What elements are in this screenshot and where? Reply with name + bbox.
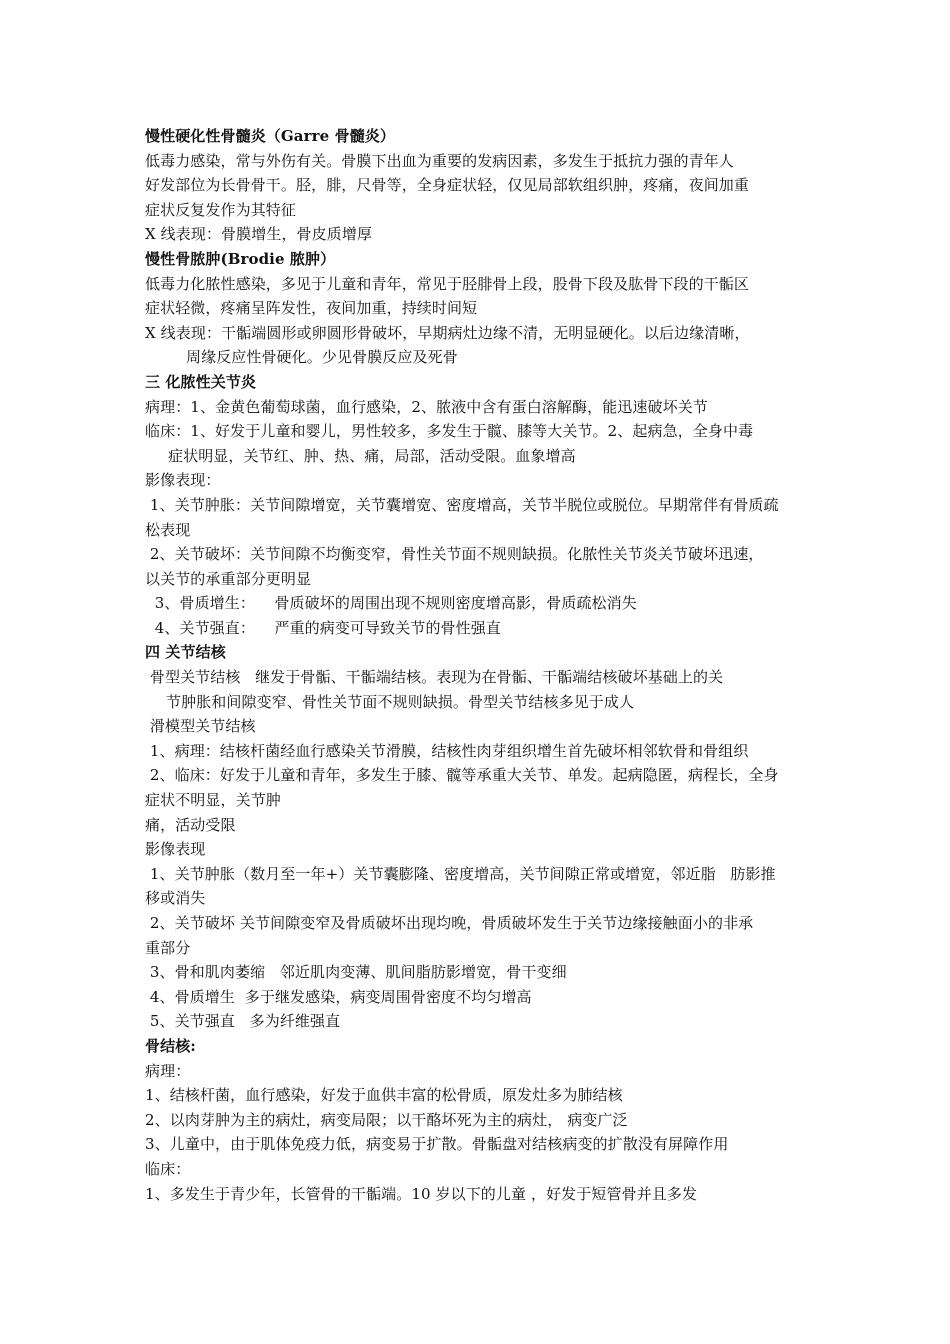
text-line: 病理： [145,1061,191,1080]
document-body [145,124,815,1206]
text-line: X 线表现：干骺端圆形或卵圆形骨破坏，早期病灶边缘不清，无明显硬化。以后边缘清晰， [145,323,750,342]
text-line: 以关节的承重部分更明显 [145,569,312,588]
text-line: 症状不明显，关节肿 [145,791,281,810]
text-line: 影像表现 [145,840,206,859]
text-line: 临床：1、好发于儿童和婴儿，男性较多，多发生于髋、膝等大关节。2、起病急，全身中毒 [145,422,754,441]
text-line: 临床： [145,1159,191,1178]
text-line: 周缘反应性骨硬化。少见骨膜反应及死骨 [186,348,458,367]
text-line: 滑模型关节结核 [145,717,256,736]
text-line: 病理：1、金黄色葡萄球菌，血行感染，2、脓液中含有蛋白溶解酶，能迅速破坏关节 [145,397,708,416]
text-line: 1、病理：结核杆菌经血行感染关节滑膜，结核性肉芽组织增生首先破坏相邻软骨和骨组织 [145,741,749,760]
text-line: 2、以肉芽肿为主的病灶，病变局限；以干酪坏死为主的病灶， 病变广泛 [145,1110,628,1129]
text-line: 痛，活动受限 [145,815,236,834]
section-heading: 慢性硬化性骨髓炎（Garre 骨髓炎） [145,127,396,145]
text-line: 症状明显，关节红、肿、热、痛，局部，活动受限。血象增高 [168,446,576,465]
text-line: 1、关节肿胀：关节间隙增宽，关节囊增宽、密度增高，关节半脱位或脱位。早期常伴有骨质疏 [145,495,779,514]
text-line: 1、关节肿胀（数月至一年+）关节囊膨隆、密度增高，关节间隙正常或增宽，邻近脂 肪影推 [145,864,776,883]
text-line: 2、关节破坏：关节间隙不均衡变窄，骨性关节面不规则缺损。化脓性关节炎关节破坏迅速， [145,545,764,564]
text-line: 3、儿童中，由于肌体免疫力低，病变易于扩散。骨骺盘对结核病变的扩散没有屏障作用 [145,1135,729,1154]
text-line: 3、骨质增生： 骨质破坏的周围出现不规则密度增高影，骨质疏松消失 [145,594,637,613]
text-line: 4、关节强直： 严重的病变可导致关节的骨性强直 [145,618,501,637]
text-line: 3、骨和肌肉萎缩 邻近肌肉变薄、肌间脂肪影增宽，骨干变细 [145,963,567,982]
text-line: 重部分 [145,938,191,957]
text-line: 症状反复发作为其特征 [145,200,297,219]
text-line: 骨型关节结核 继发于骨骺、干骺端结核。表现为在骨骺、干骺端结核破坏基础上的关 [145,668,724,687]
section-heading: 三 化脓性关节炎 [145,372,257,391]
text-line: 低毒力化脓性感染，多见于儿童和青年，常见于胫腓骨上段，股骨下段及肱骨下段的干骺区 [145,274,750,293]
text-line: 松表现 [145,520,191,539]
text-line: 2、临床：好发于儿童和青年，多发生于膝、髋等承重大关节、单发。起病隐匿，病程长，全身 [145,766,779,785]
text-line: 移或消失 [145,889,206,908]
section-heading: 骨结核: [145,1036,196,1055]
text-line: 1、多发生于青少年，长管骨的干骺端。10 岁以下的儿童 ，好发于短管骨并且多发 [145,1184,698,1203]
text-line: X 线表现：骨膜增生，骨皮质增厚 [145,225,373,244]
text-line: 影像表现： [145,471,221,490]
text-line: 5、关节强直 多为纤维强直 [145,1012,341,1031]
text-line: 节肿胀和间隙变窄、骨性关节面不规则缺损。骨型关节结核多见于成人 [166,692,635,711]
section-heading: 慢性骨脓肿(Brodie 脓肿） [145,249,336,268]
text-line: 1、结核杆菌，血行感染，好发于血供丰富的松骨质，原发灶多为肺结核 [145,1086,623,1105]
text-line: 4、骨质增生 多于继发感染，病变周围骨密度不均匀增高 [145,987,532,1006]
text-line: 症状轻微，疼痛呈阵发性，夜间加重，持续时间短 [145,299,478,318]
text-line: 2、关节破坏 关节间隙变窄及骨质破坏出现均晚，骨质破坏发生于关节边缘接触面小的非承 [145,914,754,932]
text-line: 好发部位为长骨骨干。胫，腓，尺骨等，全身症状轻，仅见局部软组织肿，疼痛，夜间加重 [145,176,750,195]
text-line: 低毒力感染，常与外伤有关。骨膜下出血为重要的发病因素，多发生于抵抗力强的青年人 [145,151,734,170]
section-heading: 四 关节结核 [145,643,226,662]
